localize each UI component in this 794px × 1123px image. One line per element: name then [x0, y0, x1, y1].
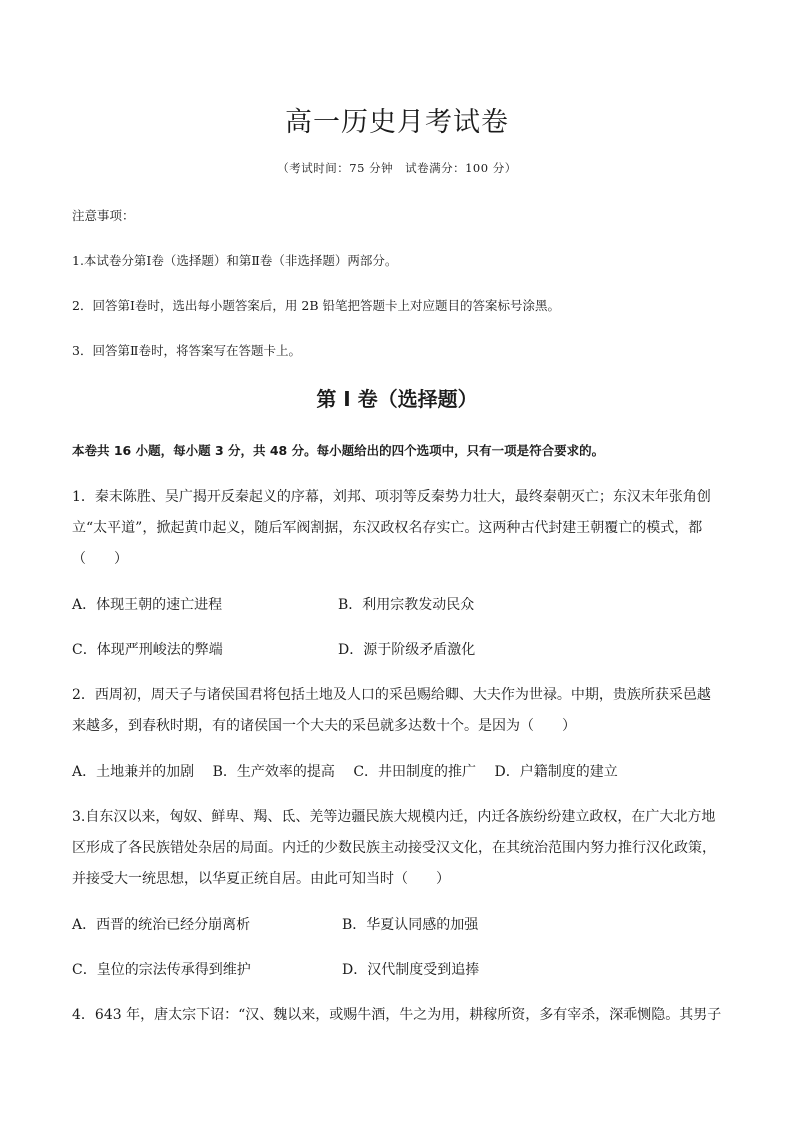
- option-d: D．汉代制度受到追捧: [342, 962, 480, 978]
- question-text-line: 立“太平道”，掀起黄巾起义，随后军阀割据，东汉政权名存实亡。这两种古代封建王朝覆亡的模式，都: [72, 520, 703, 536]
- option-b: B．生产效率的提高: [212, 764, 335, 780]
- question-text-line: 4．643 年，唐太宗下诏：“汉、魏以来，或赐牛酒，牛之为用，耕稼所资，多有宰杀，深乖恻隐。其男子: [72, 1007, 722, 1023]
- option-c: C．井田制度的推广: [353, 764, 477, 780]
- notice-item-3: 3．回答第Ⅱ卷时，将答案写在答题卡上。: [72, 343, 301, 358]
- question-text-line: 区形成了各民族错处杂居的局面。内迁的少数民族主动接受汉文化，在其统治范围内努力推行汉化政策，: [72, 840, 716, 856]
- option-d: D．户籍制度的建立: [494, 764, 618, 780]
- option-c: C．体现严刑峻法的弊端: [72, 642, 223, 658]
- question-text-line: 来越多，到春秋时期，有的诸侯国一个大夫的采邑就多达数十个。是因为（ ）: [72, 718, 576, 734]
- option-d: D．源于阶级矛盾激化: [338, 642, 476, 658]
- option-c: C．皇位的宗法传承得到维护: [72, 962, 251, 978]
- notice-heading: 注意事项：: [72, 208, 135, 223]
- option-a: A．土地兼并的加剧: [72, 764, 195, 780]
- question-text-line: （ ）: [72, 551, 128, 567]
- question-text-line: 1．秦末陈胜、吴广揭开反秦起义的序幕，刘邦、项羽等反秦势力壮大，最终秦朝灭亡；东汉末年张角创: [72, 489, 711, 505]
- option-a: A．西晋的统治已经分崩离析: [72, 917, 251, 933]
- option-a: A．体现王朝的速亡进程: [72, 597, 223, 613]
- exam-info: （考试时间：75 分钟 试卷满分：100 分）: [277, 161, 517, 175]
- question-text-line: 3.自东汉以来，匈奴、鲜卑、羯、氐、羌等边疆民族大规模内迁，内迁各族纷纷建立政权，在广大北方地: [72, 809, 716, 825]
- notice-item-2: 2．回答第Ⅰ卷时，选出每小题答案后，用 2B 铅笔把答题卡上对应题目的答案标号涂黑。: [72, 298, 560, 313]
- section-instruction: 本卷共 16 小题，每小题 3 分，共 48 分。每小题给出的四个选项中，只有一项是符合要求的。: [72, 443, 605, 458]
- section-title: 第 I 卷（选择题）: [316, 387, 478, 411]
- notice-item-1: 1.本试卷分第Ⅰ卷（选择题）和第Ⅱ卷（非选择题）两部分。: [72, 253, 398, 268]
- options-row: [72, 761, 632, 781]
- question-text-line: 并接受大一统思想，以华夏正统自居。由此可知当时（ ）: [72, 871, 450, 887]
- option-b: B．利用宗教发动民众: [338, 597, 475, 613]
- option-b: B．华夏认同感的加强: [342, 917, 479, 933]
- question-text-line: 2．西周初，周天子与诸侯国君将包括土地及人口的采邑赐给卿、大夫作为世禄。中期，贵族所获采邑越: [72, 687, 711, 703]
- page-title: 高一历史月考试卷: [285, 107, 509, 138]
